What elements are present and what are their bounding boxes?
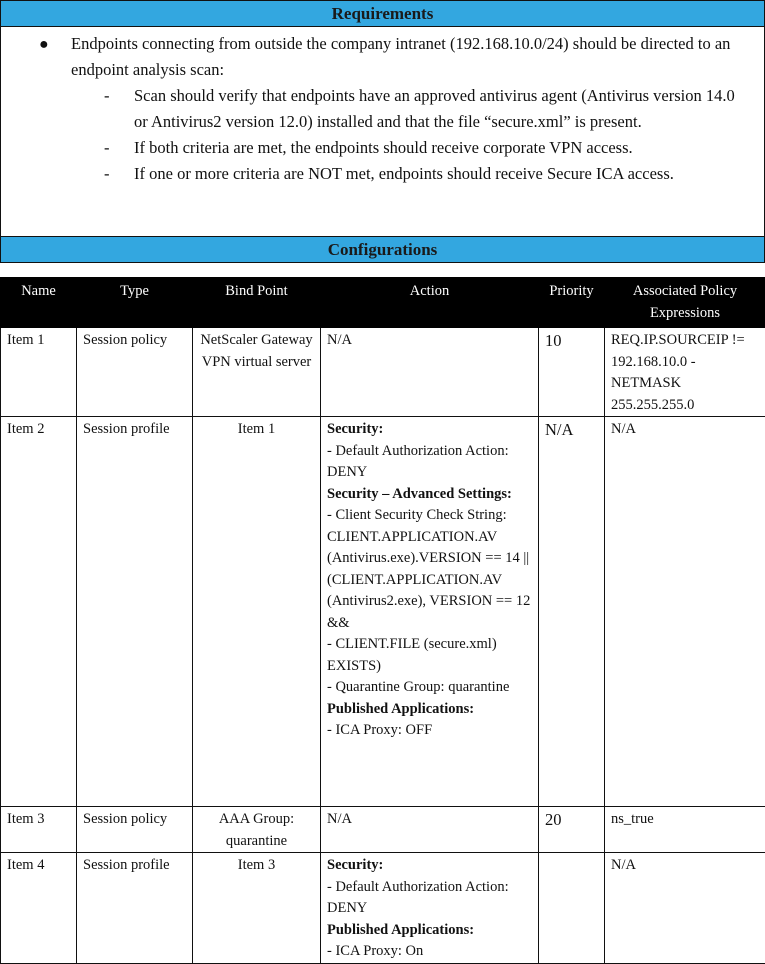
cell-type: Session profile (77, 853, 193, 964)
configurations-table (0, 277, 765, 964)
requirement-sub-item: - If both criteria are met, the endpoints should receive corporate VPN access. (1, 135, 744, 161)
cell-expression: N/A (605, 853, 765, 964)
configurations-header (0, 236, 765, 263)
requirements-header (0, 0, 765, 27)
requirement-sub-list (1, 83, 765, 187)
requirement-bullet-text: Endpoints connecting from outside the company intranet (192.168.10.0/24) should be directed to an endpoint analysis scan: (71, 31, 751, 83)
cell-action: N/A (321, 807, 539, 853)
cell-type: Session policy (77, 807, 193, 853)
cell-expression: REQ.IP.SOURCEIP != 192.168.10.0 -NETMASK 255.255.255.0 (605, 328, 765, 417)
cell-name: Item 1 (1, 328, 77, 417)
table-row (1, 853, 765, 964)
column-header-name: Name (1, 278, 77, 328)
cell-priority: 10 (539, 328, 605, 417)
table-row (1, 328, 765, 417)
cell-type: Session policy (77, 328, 193, 417)
table-row (1, 417, 765, 807)
column-header-priority: Priority (539, 278, 605, 328)
cell-action: Security: - Default Authorization Action: DENY Published Applications: - ICA Proxy: On (321, 853, 539, 964)
cell-priority (539, 853, 605, 964)
cell-priority: 20 (539, 807, 605, 853)
cell-bind-point: Item 3 (193, 853, 321, 964)
requirements-body (0, 27, 765, 236)
column-header-bind-point: Bind Point (193, 278, 321, 328)
requirements-title: Requirements (332, 4, 434, 23)
requirement-sub-item: - Scan should verify that endpoints have an approved antivirus agent (Antivirus version 14.0 or Antivirus2 version 12.0) installed and that the file “secure.xml” is present. (1, 83, 744, 135)
cell-name: Item 4 (1, 853, 77, 964)
cell-bind-point: Item 1 (193, 417, 321, 807)
cell-bind-point: NetScaler Gateway VPN virtual server (193, 328, 321, 417)
column-header-expressions: Associated Policy Expressions (605, 278, 765, 328)
column-header-type: Type (77, 278, 193, 328)
table-row (1, 807, 765, 853)
cell-priority: N/A (539, 417, 605, 807)
cell-expression: N/A (605, 417, 765, 807)
column-header-action: Action (321, 278, 539, 328)
cell-action: N/A (321, 328, 539, 417)
bullet-icon: ● (39, 32, 49, 58)
configurations-title: Configurations (328, 240, 438, 259)
cell-type: Session profile (77, 417, 193, 807)
dash-icon: - (104, 135, 110, 161)
cell-name: Item 2 (1, 417, 77, 807)
cell-bind-point: AAA Group: quarantine (193, 807, 321, 853)
requirement-sub-item: - If one or more criteria are NOT met, endpoints should receive Secure ICA access. (1, 161, 744, 187)
dash-icon: - (104, 83, 110, 109)
table-header-row (1, 278, 765, 328)
cell-expression: ns_true (605, 807, 765, 853)
dash-icon: - (104, 161, 110, 187)
cell-action: Security: - Default Authorization Action: DENY Security – Advanced Settings: - Client Security Check String: CLIENT.APPLICATION.AV (Antivirus.exe).VERSION == 14 || (CLIENT.APPLICATION.AV (Antivirus2.exe), VERSION == 12 && - CLIENT.FILE (secure.xml) EXISTS) - Quarantine Group: quarantine Published Applications: - ICA Proxy: OFF (321, 417, 539, 807)
cell-name: Item 3 (1, 807, 77, 853)
